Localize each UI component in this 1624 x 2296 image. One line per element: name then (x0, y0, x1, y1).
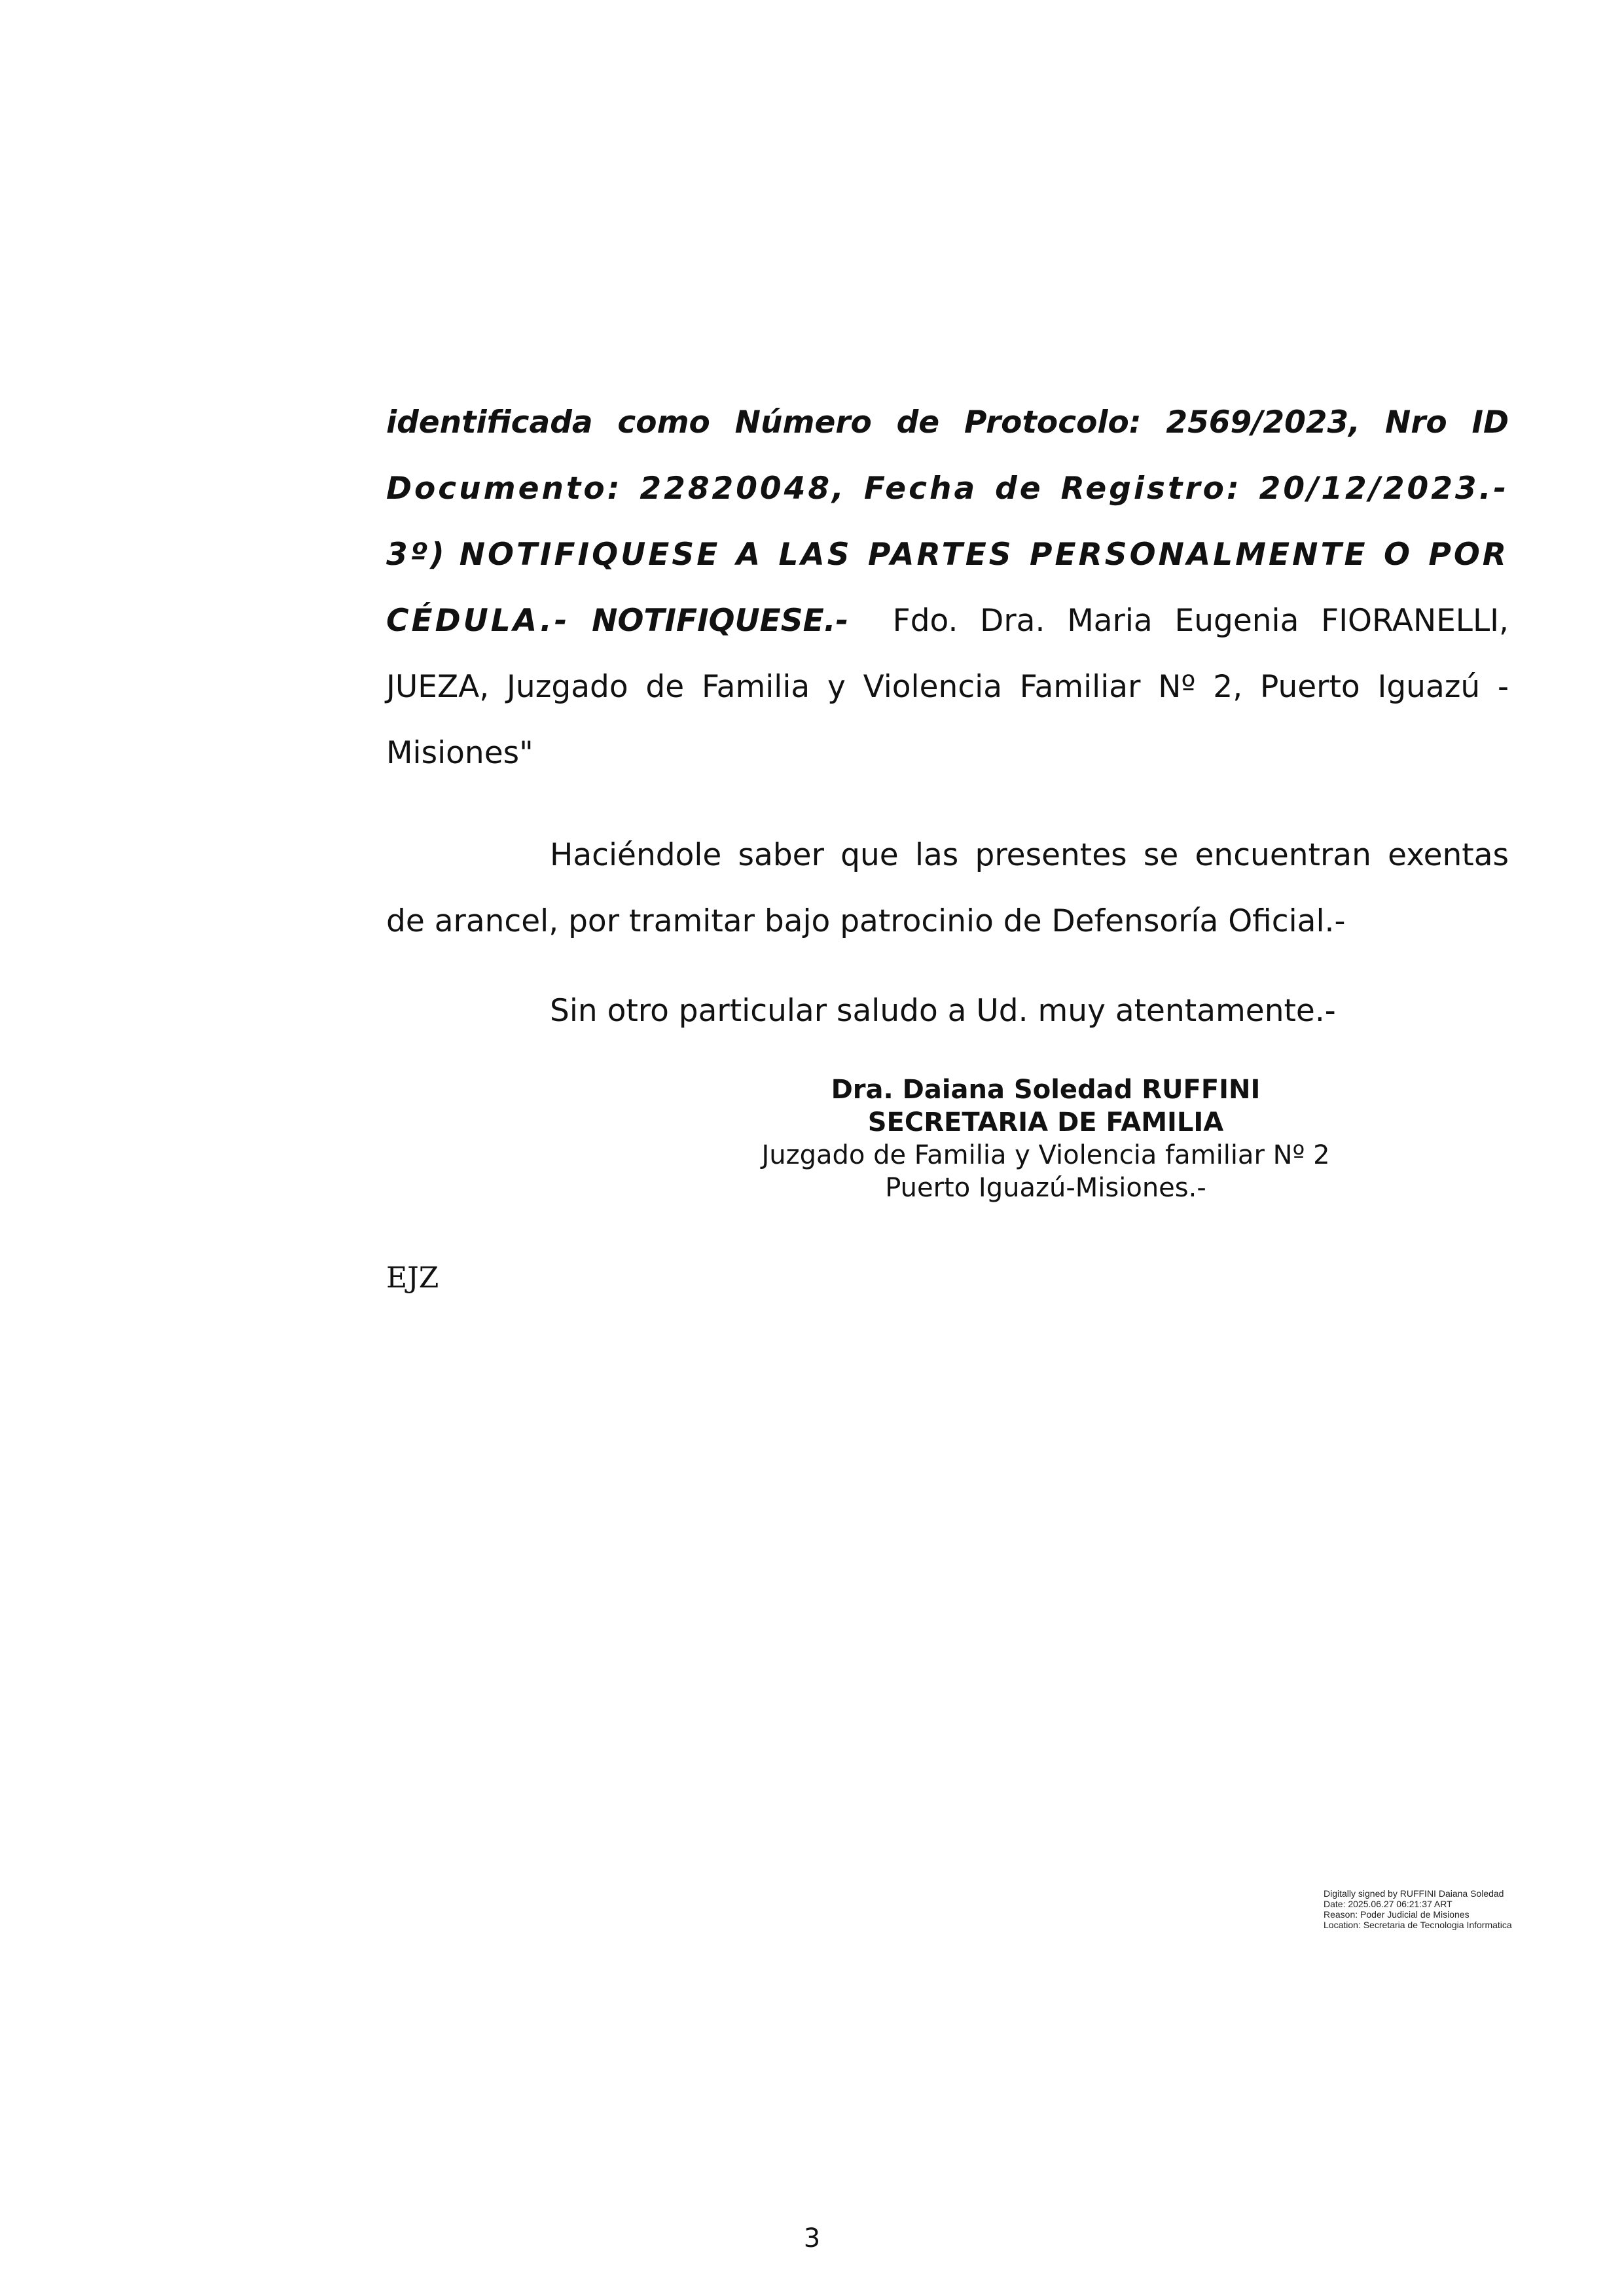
digital-signature-stamp (1324, 1888, 1520, 1930)
quoted-resolution-paragraph (386, 389, 1509, 786)
document-id-line: Documento: 22820048, Fecha de Registro: 20/12/2023.- 3º) (386, 471, 1509, 573)
protocol-line: identificada como Número de Protocolo: 2569/2023, Nro ID (386, 404, 1509, 440)
court-line: Familia y Violencia Familiar Nº 2, Puerto Iguazú - Misiones" (386, 669, 1509, 771)
signature-block (386, 1073, 1509, 1204)
digital-signature-signer: Digitally signed by RUFFINI Daiana Soledad (1324, 1888, 1504, 1899)
document-body (386, 389, 1509, 1044)
digital-signature-reason: Reason: Poder Judicial de Misiones (1324, 1909, 1470, 1920)
judge-signature-line: Fdo. Dra. Maria Eugenia FIORANELLI, JUEZA, Juzgado de (386, 603, 1509, 705)
notification-line: NOTIFIQUESE A LAS PARTES PERSONALMENTE O POR CÉDULA.- (386, 537, 1509, 639)
signer-court: Juzgado de Familia y Violencia familiar Nº 2 (761, 1140, 1330, 1170)
page-number (0, 2222, 1624, 2255)
typist-initials: EJZ (386, 1261, 439, 1295)
digital-signature-date: Date: 2025.06.27 06:21:37 ART (1324, 1899, 1453, 1909)
signer-location: Puerto Iguazú-Misiones.- (885, 1173, 1206, 1203)
closing-paragraph: Sin otro particular saludo a Ud. muy atentamente.- (550, 993, 1336, 1029)
signer-name: Dra. Daiana Soledad RUFFINI (831, 1075, 1261, 1105)
page-number-text: 3 (803, 2223, 821, 2253)
digital-signature-location: Location: Secretaria de Tecnologia Informatica (1324, 1920, 1512, 1930)
notifiquese-label: NOTIFIQUESE.- (592, 603, 849, 639)
exemption-paragraph: Haciéndole saber que las presentes se encuentran exentas de arancel, por tramitar bajo patrocinio de Defensoría Oficial.- (386, 837, 1509, 939)
signer-title: SECRETARIA DE FAMILIA (867, 1107, 1224, 1138)
